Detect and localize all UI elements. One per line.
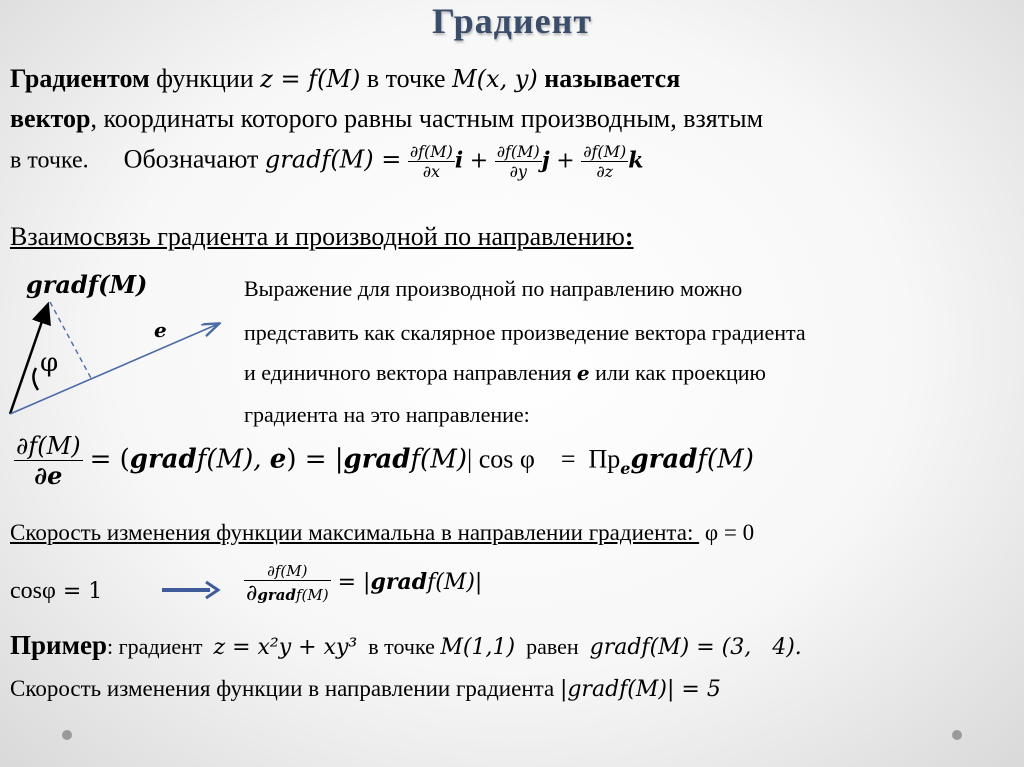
grad-formula: gradf(M) = bbox=[264, 145, 402, 174]
fraction-df-de bbox=[14, 432, 83, 490]
formula-text: f(M)| bbox=[427, 570, 483, 596]
term-vector: вектор bbox=[10, 104, 91, 133]
fraction-dy bbox=[495, 142, 542, 181]
text: , координаты которого равны частным производным, взятым bbox=[90, 104, 764, 133]
grad-label-text: gradf(M) bbox=[26, 270, 148, 299]
angle-arc bbox=[33, 368, 38, 390]
grad-label bbox=[26, 270, 147, 300]
cos-line-formula bbox=[244, 562, 482, 606]
formula-text: f(M) bbox=[410, 444, 467, 475]
decor-dot-right bbox=[952, 730, 962, 740]
paragraph-line-3 bbox=[244, 360, 766, 386]
denominator: ∂y bbox=[509, 162, 527, 181]
speed-text: Скорость изменения функции в направлении градиента bbox=[10, 676, 560, 701]
formula-text: f(M) bbox=[697, 444, 754, 475]
text-designation: Обозначают bbox=[123, 144, 259, 174]
text: и единичного вектора направления bbox=[244, 360, 577, 385]
paragraph-line-2: представить как скалярное произведение вектора градиента bbox=[244, 320, 806, 345]
e-symbol: e bbox=[576, 361, 590, 385]
speed-value: |gradf(M)| = 5 bbox=[559, 677, 721, 702]
definition-line-1 bbox=[10, 64, 680, 94]
numerator: ∂f(M) bbox=[583, 142, 627, 161]
unit-vector-k: k bbox=[628, 147, 644, 174]
section-heading-text: Взаимосвязь градиента и производной по направлению bbox=[10, 222, 625, 251]
section-colon: : bbox=[624, 222, 634, 251]
e-bold: e bbox=[269, 444, 287, 475]
paragraph-line-4: градиента на это направление: bbox=[244, 402, 530, 427]
e-label bbox=[154, 318, 167, 342]
unit-vector-i: i bbox=[454, 147, 464, 174]
numerator: ∂f(M) bbox=[16, 432, 81, 460]
decor-dot-left bbox=[62, 730, 72, 740]
subscript-e: e bbox=[620, 459, 631, 479]
example-result: gradf(M) = (3, 4). bbox=[589, 635, 802, 660]
example-function: z = x²y + xy³ bbox=[213, 635, 358, 660]
cos-phi: cosφ bbox=[10, 578, 56, 604]
text: функции bbox=[149, 64, 261, 93]
denominator: ∂z bbox=[596, 162, 614, 181]
example-label: Пример bbox=[10, 630, 107, 660]
formula-text: ) = | bbox=[286, 444, 344, 475]
equals-one: = 1 bbox=[55, 579, 103, 604]
grad-bold: grad bbox=[129, 444, 197, 475]
phi-condition: φ = 0 bbox=[699, 520, 755, 545]
formula-text: f(M), bbox=[196, 444, 270, 475]
fraction-dz bbox=[581, 142, 628, 181]
text: в точке bbox=[360, 64, 453, 93]
text: : градиент bbox=[106, 634, 214, 659]
max-speed-line bbox=[10, 520, 754, 546]
unit-vector-j: j bbox=[541, 147, 550, 174]
point-formula: M(x, y) bbox=[452, 65, 538, 93]
paragraph-line-1: Выражение для производной по направлению можно bbox=[244, 276, 743, 301]
definition-line-3 bbox=[10, 142, 644, 181]
cos-line bbox=[10, 578, 102, 605]
fraction-df-dgrad bbox=[244, 562, 331, 606]
text: или как проекцию bbox=[589, 360, 766, 385]
text-called: называется bbox=[537, 64, 681, 93]
grad-bold: grad bbox=[370, 569, 428, 596]
numerator: ∂f(M) bbox=[496, 142, 540, 161]
formula-text: | cos φ = Пр bbox=[466, 444, 621, 474]
max-speed-text: Скорость изменения функции максимальна в направлении градиента: bbox=[10, 520, 700, 545]
denominator bbox=[244, 581, 331, 606]
section-heading bbox=[10, 222, 634, 252]
phi-label: φ bbox=[40, 348, 59, 378]
term-gradient: Градиентом bbox=[10, 64, 150, 93]
denominator: ∂x bbox=[422, 162, 441, 181]
plus-sign: + bbox=[556, 148, 575, 174]
function-formula: z = f(M) bbox=[260, 65, 361, 93]
text: равен bbox=[515, 634, 590, 659]
main-formula bbox=[14, 432, 754, 490]
example-point: M(1,1) bbox=[440, 635, 516, 660]
formula-text: = | bbox=[330, 570, 371, 596]
f-of-m: f(M) bbox=[296, 586, 329, 604]
definition-line-2 bbox=[10, 104, 763, 134]
text: в точке. bbox=[10, 147, 89, 174]
e-label-text: e bbox=[154, 318, 167, 342]
example-line bbox=[10, 630, 802, 661]
implies-arrow bbox=[160, 578, 222, 602]
plus-sign: + bbox=[469, 148, 489, 174]
grad-bold: grad bbox=[630, 444, 698, 475]
numerator: ∂f(M) bbox=[409, 142, 453, 161]
fraction-dx bbox=[408, 142, 455, 181]
grad-bold: grad bbox=[343, 444, 411, 475]
formula-text: = ( bbox=[89, 444, 130, 475]
speed-line bbox=[10, 676, 721, 702]
partial: ∂ bbox=[246, 581, 258, 606]
numerator: ∂f(M) bbox=[244, 562, 331, 581]
slide-title: Градиент bbox=[431, 1, 592, 41]
denominator: ∂e bbox=[34, 461, 63, 490]
grad-bold: grad bbox=[257, 586, 296, 604]
text: в точке bbox=[357, 634, 441, 659]
